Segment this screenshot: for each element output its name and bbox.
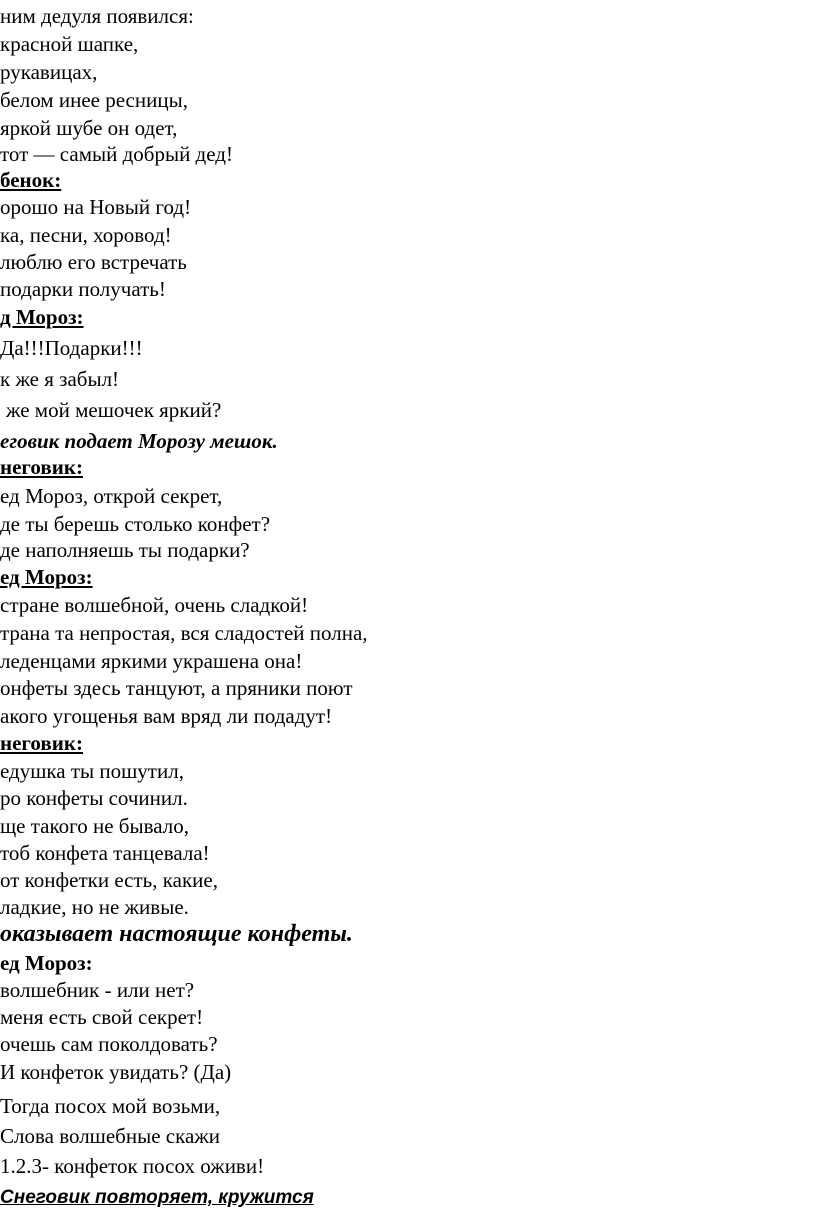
- speaker-label: ед Мороз:: [0, 951, 93, 975]
- verse-line: И конфеток увидать? (Да): [0, 1060, 232, 1084]
- verse-line: Тогда посох мой возьми,: [0, 1094, 221, 1118]
- verse-line: Слова волшебные скажи: [0, 1124, 221, 1148]
- verse-line: белом инее ресницы,: [0, 88, 188, 112]
- verse-line: ка, песни, хоровод!: [0, 223, 172, 247]
- stage-direction: оказывает настоящие конфеты.: [0, 921, 353, 947]
- verse-line: леденцами яркими украшена она!: [0, 649, 303, 673]
- verse-line: меня есть свой секрет!: [0, 1005, 204, 1029]
- verse-line: тоб конфета танцевала!: [0, 841, 210, 865]
- speaker-label: д Мороз:: [0, 305, 84, 329]
- verse-line: едушка ты пошутил,: [0, 759, 184, 783]
- verse-line: же мой мешочек яркий?: [6, 398, 222, 422]
- verse-line: трана та непростая, вся сладостей полна,: [0, 621, 368, 645]
- speaker-label: ед Мороз:: [0, 565, 93, 589]
- verse-line: от конфетки есть, какие,: [0, 868, 218, 892]
- verse-line: ладкие, но не живые.: [0, 895, 189, 919]
- speaker-label: неговик:: [0, 455, 83, 479]
- verse-line: яркой шубе он одет,: [0, 116, 178, 140]
- verse-line: стране волшебной, очень сладкой!: [0, 593, 309, 617]
- verse-line: ед Мороз, открой секрет,: [0, 484, 223, 508]
- verse-line: волшебник - или нет?: [0, 978, 195, 1002]
- verse-line: красной шапке,: [0, 32, 139, 56]
- verse-line: тот — самый добрый дед!: [0, 142, 233, 166]
- verse-line: к же я забыл!: [0, 367, 120, 391]
- verse-line: акого угощенья вам вряд ли подадут!: [0, 704, 333, 728]
- verse-line: ще такого не бывало,: [0, 814, 189, 838]
- verse-line: де наполняешь ты подарки?: [0, 538, 250, 562]
- speaker-label: бенок:: [0, 168, 62, 192]
- stage-direction: Снеговик повторяет, кружится: [0, 1187, 314, 1208]
- verse-line: де ты берешь столько конфет?: [0, 512, 271, 536]
- verse-line: рукавицах,: [0, 60, 98, 84]
- verse-line: люблю его встречать: [0, 250, 187, 274]
- verse-line: очешь сам поколдовать?: [0, 1032, 218, 1056]
- speaker-label: неговик:: [0, 731, 83, 755]
- verse-line: 1.2.3- конфеток посох оживи!: [0, 1154, 265, 1178]
- verse-line: подарки получать!: [0, 277, 166, 301]
- verse-line: орошо на Новый год!: [0, 195, 192, 219]
- verse-line: ро конфеты сочинил.: [0, 786, 188, 810]
- verse-line: Да!!!Подарки!!!: [0, 336, 143, 360]
- verse-line: ним дедуля появился:: [0, 4, 194, 28]
- verse-line: онфеты здесь танцуют, а пряники поют: [0, 676, 353, 700]
- stage-direction: еговик подает Морозу мешок.: [0, 429, 278, 453]
